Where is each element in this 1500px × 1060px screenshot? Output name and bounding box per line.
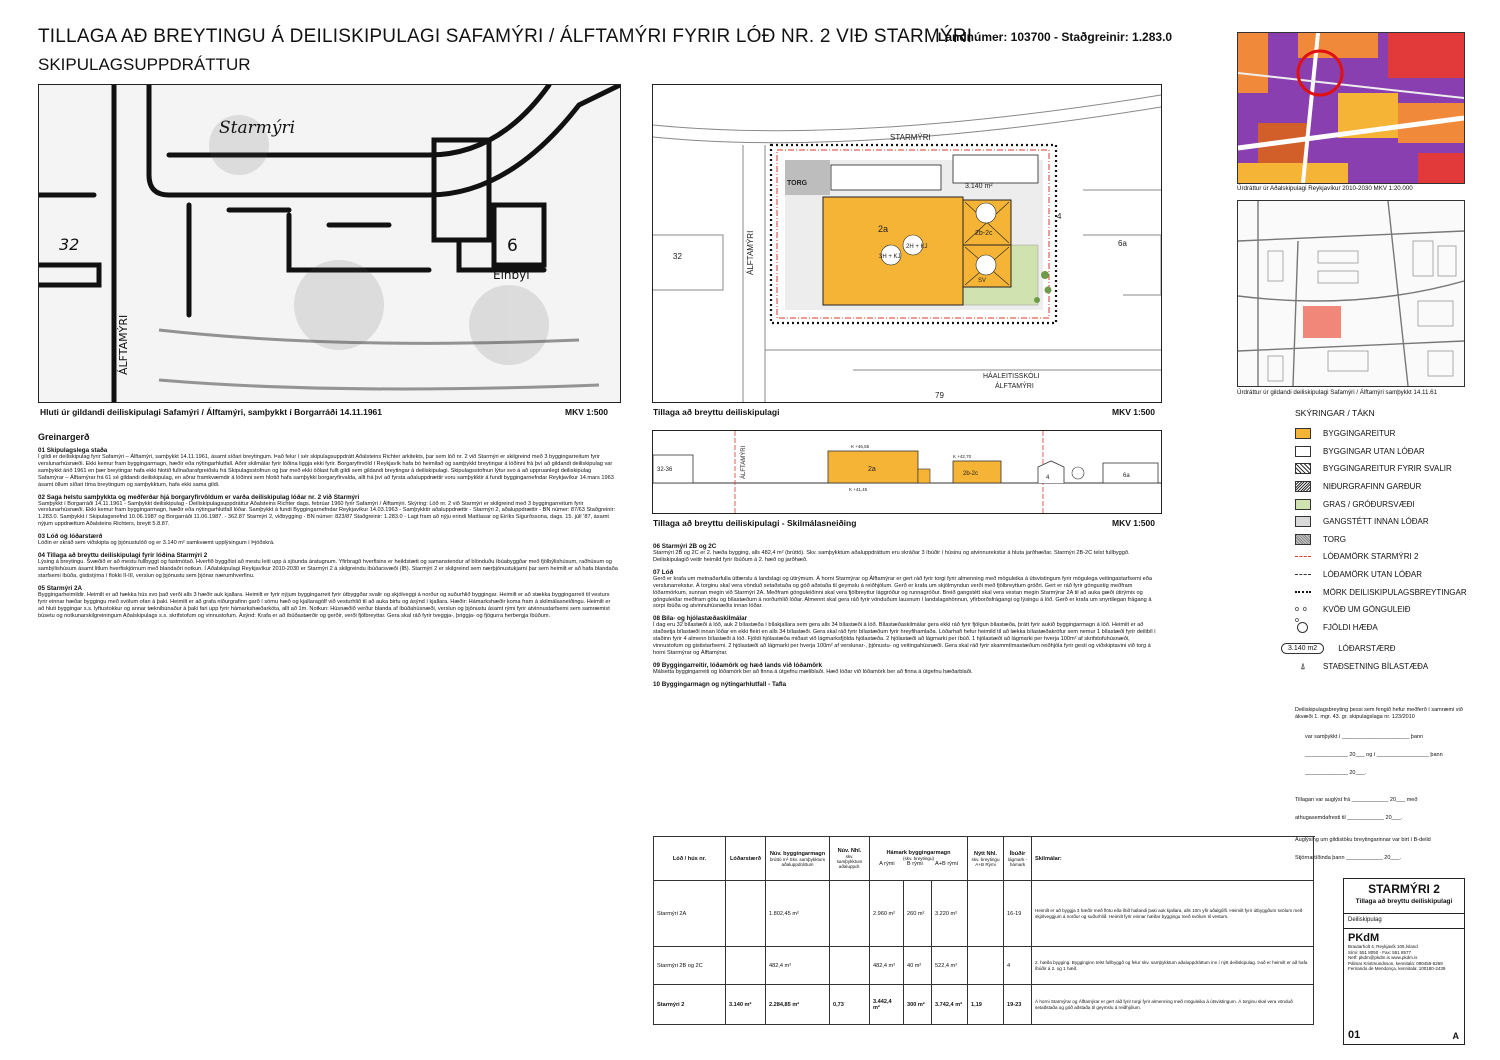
firm-address: Brautarholt 4, Reykjavík 105,Ísland — [1348, 944, 1418, 949]
firm-logo: PKdM — [1348, 932, 1380, 944]
approval-line-7: Stjórnartíðinda þann ____________ 20___. — [1295, 855, 1402, 861]
table-cell: Starmýri 2A — [654, 881, 726, 947]
report-heading: Greinargerð — [38, 432, 90, 442]
table-cell: 482,4 m² — [766, 947, 830, 985]
table-cell: 482,4 m² — [870, 947, 904, 985]
legend-label: BYGGINGAR UTAN LÓÐAR — [1323, 446, 1425, 456]
new-plan-torg: TORG — [787, 180, 808, 187]
old-plan-image — [38, 84, 621, 403]
legend-label: TORG — [1323, 534, 1346, 544]
legend-item — [1295, 619, 1495, 637]
legend-label: GRAS / GRÓÐURSVÆÐI — [1323, 499, 1415, 509]
swatch-torg — [1295, 534, 1311, 545]
table-header: Skilmálar: — [1032, 837, 1314, 881]
report-section-text: Samþykkt í Borgarráði 14.11.1961 - Samþykkt deiliskipulag - Deiliskipulagsuppdráttur Aðalsteins Richter dags. febrúar 1960 fyrir Safamýri / Álftamýri. Skýring: Lóð nr. 2 við Starmýri er skilgreind með 3 byggingarreitum fyrir verslunarhúsnæði. Ekki kemur fram byggingarmagn, hæðir eða nýtingarhlutfall lóðar. Samþykkt á fundi Byggingarnefndar Reykjavíkur 14.03.1963 - Samþykktir aðaluppdrættir - Starmýri 2, aðaluppdrættir - BN númer: 87/63 Staðgreinir: 1.283.0. Samþykkt í Skipulagsnefnd 10.06.1987 og Borgarráði 11.06.1987. - 362.87 Starmýri 2, viðbygging - BN númer: 823/87 Staðgreinir: 1.283.0 - Lagt fram að nýju erindi Mattíasar og Eiríks Sigurðssona, dags. 15. júlí '87, ásamt nýjum uppdrættum Aðalsteins Richters, breytt 5.8.87. — [38, 500, 616, 528]
swatch-sunken-garden — [1295, 481, 1311, 492]
legend-item — [1295, 658, 1495, 676]
section-k3: K +41,45 — [849, 487, 868, 492]
table-cell: Heimilt er að byggja 3 hæðir með flötu eða lítið hallandi þaki auk kjallara, alls 10m yfir aðalgólfi. Heimilt fyrir útbyggðum svölum með skjólveggjum á norður og suðurhlið. Heimilt fyrir einnar hæðar byggingu með svölum til vesturs. — [1032, 881, 1314, 947]
new-plan-image — [652, 84, 1162, 403]
swatch-external-building — [1295, 446, 1311, 457]
zoning-map-caption: Úrdráttur úr Aðalskipulagi Reykjavíkur 2010-2030 MKV 1:20.000 — [1237, 185, 1413, 192]
old-plan-map — [1237, 200, 1465, 387]
section-2a: 2a — [868, 466, 876, 473]
table-header-label: Nýtt Nhl. — [974, 850, 998, 857]
old-plan-lot-6: 6 — [507, 236, 518, 256]
table-cell — [726, 881, 766, 947]
report-section-heading: 03 Lóð og lóðarstærð — [38, 533, 103, 541]
table-row — [654, 947, 1314, 985]
swatch-balcony — [1295, 463, 1311, 474]
section-6a: 6a — [1123, 473, 1130, 479]
swatch-sidewalk — [1295, 516, 1311, 527]
firm-phone: Sími: 551 8050 · Fax: 551 8577 — [1348, 949, 1412, 955]
report-section-heading: 04 Tillaga að breyttu deiliskipulagi fyrir lóðina Starmýri 2 — [38, 552, 208, 560]
legend-label: KVÖÐ UM GÖNGULEIÐ — [1323, 605, 1411, 615]
report-section-text: Í gildi er deiliskipulag fyrir Safamýri – Álftamýri, samþykkt 14.11.1961, ásamt síðari breytingum. Það felur í sér skipulagsuppdrátt Aðalsteins Richter arkitekts, þar sem lóð nr. 2 við Starmýri er skilgreind með 3 byggingarreitum fyrir verslunarhúsnæði. Ekki kemur fram byggingarmagn, hæðir eða nýtingarhlutfall. Aðrir skilmálar fyrir lóðina liggja ekki fyrir. Borgaryfirvöld í Reykjavík hafa bó heimilað og samþykkt breytingar á lóðinni frá því að gildandi deiliskipulag var samþykkt árið 1961 en þær breytingar hafa ekki hlotið fullnaðarafgreiðslu frá Skipulagsstofnun og þar með ekki öðlast fullt gildi sem gildandi breytingar á deiliskipulagi. Skipulagsstofnun lýtur svo á að uppruanlegt deiliskipulag Safamýrar – Álftamýrar frá 61 sé gildandi deiliskipulag, en aðrar framkvæmdir á lóðinni sem hlotið hafa samþykki borgaryfirvalda, allt frá því að fyrsta aðaluppdrættir voru samþykktir á fundi byggingarnefndar Reykjavíkur 14.mars 1963 ásamt öllum síðari tíma breytingum og samþykktum, hafa ekki sama gildi. — [38, 454, 614, 488]
table-row — [654, 881, 1314, 947]
table-header-label: Núv. Nhl. — [837, 848, 862, 854]
legend-item — [1288, 640, 1495, 658]
new-plan-sv: SV — [978, 278, 987, 284]
table-subheader: lágmark - hámark — [1007, 856, 1028, 867]
new-plan-2a: 2a — [878, 224, 889, 234]
zoning-map — [1237, 32, 1465, 184]
approval-line-5: athugasemdafresti til ____________ 20___. — [1295, 815, 1403, 821]
table-subheader: brúttó m² Skv. samþykktum aðaluppdráttum — [769, 856, 826, 867]
legend-item — [1295, 495, 1495, 513]
new-plan-lot6a: 6a — [1118, 239, 1127, 248]
legend-label: LÓÐAMÖRK STARMÝRI 2 — [1323, 552, 1419, 562]
table-cell: Á horni Starmýrar og Álftamýrar er gert ráð fyrir torgi fyrir almenning með möguleika á útsvistingum. Á torginu skal vera vönduð setaðstaða og góð aðstaða til geymslu á reiðhjólum. — [1032, 985, 1314, 1025]
table-header: Lóðarstærð — [726, 837, 766, 881]
title-block — [1343, 878, 1465, 1045]
firm-email: Netf: pkdm@pkdm.is www.pkdm.is — [1348, 955, 1418, 961]
legend-label: GANGSTÉTT INNAN LÓÐAR — [1323, 517, 1429, 527]
section-scale: MKV 1:500 — [1112, 518, 1155, 528]
swatch-building-area — [1295, 428, 1311, 439]
table-subheader: skv. samþykktum aðaluppdr. — [836, 854, 863, 869]
mid-section-heading: 08 Bíla- og hjólastæðaskilmálar — [653, 615, 748, 623]
new-plan-school1: HÁALEITISSKÓLI — [983, 373, 1040, 380]
report-section-heading: 02 Saga helstu samþykkta og meðferðar hjá borgaryfirvöldum er varða deiliskipulag lóðar nr. 2 við Starmýri — [38, 493, 360, 501]
old-plan-alftamyri: ÁLFTAMÝRI — [117, 314, 130, 375]
legend-item — [1295, 566, 1495, 584]
floors-icon — [1297, 622, 1308, 633]
old-plan-map-highlight — [1303, 306, 1341, 338]
new-plan-3h: 3H + KJ — [879, 254, 901, 260]
approval-intro: Deiliskipulagsbreyting þessi sem fengið hefur meðferð í samræmi við ákvæði 1. mgr. 43. gr. skipulagslaga nr. 123/2010 — [1295, 707, 1463, 720]
table-header — [870, 837, 968, 881]
table-cell: 3.220 m² — [932, 881, 968, 947]
report-section-text: Lýsing á breytingu. Svæðið er að mestu fullbyggt og fastmótað. Hverfið byggðist að mestu leiti upp á sjöunda áratugnum. Yfirbragð hverfisins er heildstætt og samanstendur af blönduðu íbúabyggðar með fjölbýlishúsum, raðhúsum og sambýlishúsum ásamt litlum hverfiskjörnum með blandaðri notkun. Í Aðalskipulagi Reykjavíkur 2010-2030 er Starmýri 2 á skilgreindu íbúðarsvæði (ÍB). Starmýri 2 er skilgreind sem nærþjónustukjarni þar sem heimilt er að hafa blandaða starfsemi íbúða, gististýma í flokki II-III, verslun og þjónustu sem þjónar nærumhverfinu. — [38, 559, 618, 579]
old-plan-einbyl: Einbyl — [493, 268, 530, 282]
table-cell: 260 m² — [904, 881, 932, 947]
table-subheader: B rými — [906, 861, 923, 867]
table-cell — [830, 947, 870, 985]
new-plan-2h: 2H + KJ — [906, 244, 928, 250]
mid-section-heading: 10 Byggingarmagn og nýtingarhlutfall - Tafla — [653, 680, 787, 688]
mid-section-heading: 07 Lóð — [653, 568, 674, 576]
new-plan-lot79: 79 — [935, 391, 944, 400]
section-alftamyri: ÁLFTAMÝRI — [741, 445, 747, 479]
section-2b: 2b-2c — [963, 471, 979, 477]
new-plan-lot32: 32 — [673, 252, 682, 261]
lot-size-icon: 3.140 m2 — [1281, 643, 1324, 654]
legend-label: NIÐURGRAFINN GARÐUR — [1323, 482, 1422, 492]
new-plan-starmyri: STARMÝRI — [890, 133, 931, 142]
swatch-lot-line — [1295, 556, 1311, 557]
table-cell: 0,73 — [830, 985, 870, 1025]
table-cell: 2. hæða bygging. Bygginginn telst fullbyggð og felur skv. samþykktum aðaluppdráttum inn í nýtt deiliskipulag. Það er heimilt er að hafa íbúðir á 2. og 1 hæð. — [1032, 947, 1314, 985]
project-subtitle: Tillaga að breyttu deiliskipulagi — [1355, 898, 1453, 905]
approval-line-4: Tillagan var auglýst frá ____________ 20___ með — [1295, 797, 1418, 803]
table-header — [830, 837, 870, 881]
old-plan-lot-32: 32 — [59, 235, 80, 254]
project-name: STARMÝRI 2 — [1368, 882, 1440, 896]
table-cell: 1.802,45 m² — [766, 881, 830, 947]
legend-title: SKÝRINGAR / TÁKN — [1295, 408, 1375, 418]
report — [38, 432, 618, 621]
legend-label: LÓÐAMÖRK UTAN LÓÐAR — [1323, 570, 1422, 580]
table-cell — [968, 881, 1004, 947]
table-subheader: A+B rými — [935, 861, 958, 867]
torg-area — [785, 160, 830, 195]
table-header — [766, 837, 830, 881]
table-row — [654, 985, 1314, 1025]
legend-item — [1295, 531, 1495, 549]
revision: A — [1452, 1031, 1459, 1041]
table-cell: Starmýri 2B og 2C — [654, 947, 726, 985]
approval-line-6: Auglýsing um gildistöku breytingarinnar var birt í B-deild — [1295, 837, 1431, 843]
approval-line-1: var samþykkt í ______________________ þann — [1305, 734, 1424, 740]
table-header-label: Núv. byggingarmagn — [769, 850, 826, 857]
new-plan-lot4: 4 — [1057, 212, 1062, 221]
legend-item — [1295, 513, 1495, 531]
mid-section-heading: 09 Byggingarreitir, lóðamörk og hæð lands við lóðamörk — [653, 661, 823, 669]
new-plan-2b: 2b-2c — [975, 230, 993, 237]
legend-label: BYGGINGAREITUR FYRIR SVALIR — [1323, 464, 1452, 474]
section-3236: 32-36 — [657, 467, 673, 473]
new-plan-scale: MKV 1:500 — [1112, 407, 1155, 417]
area-table — [653, 836, 1314, 1025]
mid-text — [653, 538, 1160, 688]
new-plan-alftamyri: ÁLFTAMÝRI — [746, 230, 755, 275]
parking-location-icon: ⍋ — [1300, 661, 1306, 672]
swatch-grass — [1295, 499, 1311, 510]
legend-item — [1295, 443, 1495, 461]
mid-section-text: Málsetta byggingarreiti og lóðamörk ber að finna á útgefnu mæliblaði. Hæð lóðar við lóðamörk ber að finna á útgefnu hæðarblaði. — [653, 668, 973, 675]
section-drawing — [652, 430, 1162, 514]
old-plan-street-label: Starmýri — [219, 118, 296, 138]
report-section-text: Lóðin er skráð sem viðskipta og þjónustulóð og er 3.140 m² samkvæmt upplýsingum í Þjóðskrá. — [38, 540, 275, 547]
legend — [1288, 425, 1495, 675]
swatch-plan-boundary — [1295, 591, 1311, 593]
table-cell: 300 m² — [904, 985, 932, 1025]
table-subheader: skv. breytingu A+B Rými — [971, 856, 1000, 867]
swatch-outer-lot-line — [1295, 574, 1311, 575]
table-subheader: (skv. breytingu) — [902, 856, 935, 861]
legend-label: LÓÐARSTÆRÐ — [1338, 644, 1396, 654]
drawing-number: 01 — [1348, 1029, 1361, 1041]
approval-line-3: ______________ 20___. — [1305, 770, 1367, 776]
legend-label: MÖRK DEILISKIPULAGSBREYTINGAR — [1323, 587, 1467, 597]
section-caption: Tillaga að breyttu deiliskipulagi - Skilmálasneiðing — [653, 518, 857, 528]
table-cell: 3.140 m² — [726, 985, 766, 1025]
plan-type: Deiliskipulag — [1348, 917, 1382, 923]
firm-person-2: Fernando de Mendonça, kennitala: 100180-2439 — [1348, 966, 1446, 972]
section-k1: K +46,55 — [851, 444, 870, 449]
table-header-label: Hámark byggingarmagn — [886, 850, 951, 856]
old-plan-caption: Hluti úr gildandi deiliskipulagi Safamýri / Álftamýri, samþykkt í Borgarráði 14.11.1961 — [40, 407, 383, 417]
old-plan-drawing — [39, 85, 620, 402]
new-plan-caption: Tillaga að breyttu deiliskipulagi — [653, 407, 780, 417]
drawing-title: TILLAGA AÐ BREYTINGU Á DEILISKIPULAGI SAFAMÝRI / ÁLFTAMÝRI FYRIR LÓÐ NR. 2 VIÐ STARMÝRI — [38, 26, 973, 47]
table-cell: Starmýri 2 — [654, 985, 726, 1025]
table-cell: 1,19 — [968, 985, 1004, 1025]
area-table-wrap — [653, 836, 1313, 1025]
section-4: 4 — [1046, 475, 1050, 481]
legend-label: BYGGINGAREITUR — [1323, 429, 1396, 439]
legend-item — [1295, 548, 1495, 566]
firm-person-1: Pálmar Kristmundsson, kennitala: 090455-5269 — [1348, 960, 1443, 966]
legend-item — [1295, 583, 1495, 601]
table-subheader: A rými — [879, 861, 895, 867]
old-plan-map-caption: Úrdráttur úr gildandi deiliskipulagi Safamýri / Álftamýri samþykkt 14.11.61 — [1237, 389, 1438, 396]
legend-label: FJÖLDI HÆÐA — [1323, 622, 1378, 632]
legend-label: STAÐSETNING BÍLASTÆÐA — [1323, 662, 1429, 672]
table-header — [1004, 837, 1032, 881]
report-section-heading: 05 Starmýri 2A — [38, 584, 83, 592]
table-cell — [726, 947, 766, 985]
table-cell: 2.960 m² — [870, 881, 904, 947]
table-cell: 2.284,85 m² — [766, 985, 830, 1025]
legend-item — [1295, 478, 1495, 496]
table-cell — [968, 947, 1004, 985]
mid-section-text: Starmýri 2B og 2C er 2. hæða bygging, alls 482,4 m² (brúttó). Skv. samþykktum aðaluppdráttum eru skráðar 3 íbúðir í húsinu og atvinnurekstur á hluta jarðhæðar. Starmýri 2B-2C telst fullbyggð. Deiliskipulagið veitir heimild fyrir íbúðum á 2. hæð og jarðhæð. — [653, 550, 1130, 563]
legend-item — [1295, 601, 1495, 625]
table-header-label: Íbúðir — [1009, 850, 1026, 857]
table-cell: 4 — [1004, 947, 1032, 985]
mid-section-heading: 06 Starmýri 2B og 2C — [653, 543, 717, 550]
table-cell: 40 m² — [904, 947, 932, 985]
table-cell: 19-23 — [1004, 985, 1032, 1025]
approval-line-2: ______________ 20___ og í _________________ þann — [1305, 752, 1443, 758]
mid-section-text: Gerð er krafa um metnaðarfulla útfærslu á landslagi og útirýmum. Á horni Starmýrar og Álftamýrar er gert ráð fyrir torgi fyrir almenning með möguleika á útsvistingum fyrir mögulega veitingastarfsemi eða verslunarrekstur. Á torginu skal vera vönduð setaðstaða og góð aðstaða til geymslu á reiðhjólum. Gerð er krafa um skjólmyndun verði með fjölbreyttum gróðri. Gert er ráð fyrir göngustíg meðfram lóðarmörkum, sunnan megin við Starmýri 2A. Meðfram gönguleiðinni skal vera fjölbreyttur lággróður og runnagróður. Breið gangstétt skal vera vestan megin Starmýrar 2A til að auka gæði útirýmis og gönguleiðar meðfram götu og bílastæðum á norðurhlið lóðar. Almennt skal gera ráð fyrir vönduðum lausnum í landslagshönnun, yfirborðsfrágangi og lýsingu á lóð. Gerð er krafa um snyrtilegan frágang á sorpi íbúða og atvinnuhúsnæðis innan lóðar. — [653, 575, 1152, 610]
report-section-text: Byggingarheimildir. Heimilt er að hækka hús svo það verði alls 3 hæðir auk kjallara. Heimilt er fyrir nýjum byggingarreit fyrir útbyggðar svalir og skjólveggi á norður og suðurhlið byggingar. Heimilt er að stækka byggingarreit til vesturs fyrir einnar hæðar byggingu með svölum ofan á þaki. Heimilt er að grafa niðurgrafinn garð í sömu hæð og kjallaragólf við vesturhlið til að auka birtu og ásýnd í kjallara. Hæðir: Hámarkshæðir koma fram á skilmálasneiðingu. Heimilt er að hluti byggingar s.s. lyftustokkur og annar tæknibúnaður á þaki fari upp fyrir hámarkshæðarkóta, allt að 1m. Notkun: Húsnæðið verður blanda af íbúðahúsnæði, verslun og þjónustu ásamt rými fyrir atvinnustarfsemi sem samræmist búsetu og notkunarskilgreiningum Aðalskipulags s.s. skrifstofum og vinnustofum. Ásýnd: Krafa er að íbúðastærðir og gerðir, verði fjölbreyttar. Gera skal ráð fyrir tveggja-, þriggja- og fjögurra herbergja íbúðum. — [38, 591, 611, 619]
new-plan-drawing — [653, 85, 1161, 402]
table-header — [968, 837, 1004, 881]
footpath-easement-icon: o o o — [1295, 606, 1308, 625]
legend-item — [1295, 425, 1495, 443]
table-cell: 3.742,4 m² — [932, 985, 968, 1025]
mid-section-text: Í dag eru 32 bílastæði á lóð, auk 2 bílastæða í bílakjallara sem gera alls 34 bílastæði á lóð. Bílastæðaskilmálar gera ekki ráð fyrir fjölgun bílastæða, þrátt fyrir aukið byggingarmagn á lóð. Heimilt er að staðsetja bílastæði innan lóðar en ekki fleiri en alls 34 bílastæði. Gera skal ráð fyrir bílastæðum fyrir hreyfihamlaða. Lóðarhafi hefur heimild til að lækka bílastæðakröfur sem nemur 1 bílastæði fyrir deilibíl í staðinn fyrir 4 almenn bílastæði á lóð. Fjöldi hjólastæða miðast við lágmarksfjölda hjólastæða. 2 hjólastæði að lágmarki per íbúð. 1 hjólastæði að lágmarki per hverja 100m² af skrifstofuhúsnæði, vinnustofum og gististarfsemi. 2 hjólastæði að lágmarki per hverja 100m² af verslunar-, þjónustu- og veitingahúsnæði. Gera skal ráð fyrir skammtímastæðum reiðhjóla fyrir gesti og viðskiptavini við torg á horni Starmýrar og Álftamýrar. — [653, 622, 1156, 656]
new-plan-area: 3.140 m² — [965, 183, 993, 190]
drawing-subtitle: SKIPULAGSUPPDRÁTTUR — [38, 55, 251, 74]
old-plan-scale: MKV 1:500 — [565, 407, 608, 417]
report-section-heading: 01 Skipulagslega staða — [38, 447, 108, 454]
legend-item — [1295, 460, 1495, 478]
section-k2: K +42,70 — [953, 454, 972, 459]
table-cell: 16-19 — [1004, 881, 1032, 947]
table-header: Lóð / hús nr. — [654, 837, 726, 881]
table-cell — [830, 881, 870, 947]
new-plan-school2: ÁLFTAMÝRI — [995, 383, 1034, 390]
land-number: Landnúmer: 103700 - Staðgreinir: 1.283.0 — [938, 30, 1173, 44]
table-cell: 3.442,4 m² — [870, 985, 904, 1025]
table-cell: 522,4 m² — [932, 947, 968, 985]
